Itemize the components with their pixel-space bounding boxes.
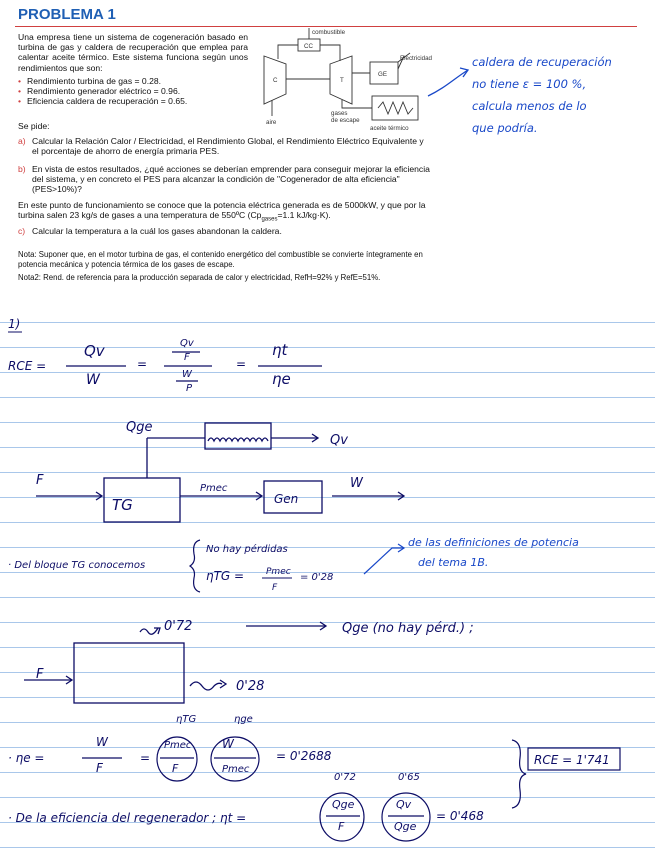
diagram-tg: TG <box>112 496 133 514</box>
label-cc: CC <box>304 43 313 50</box>
se-pide-label: Se pide: <box>18 121 50 131</box>
rce-result: RCE = 1'741 <box>534 753 610 767</box>
regen-qv: Qv <box>396 798 412 811</box>
label-turbine: T <box>340 77 344 84</box>
rce-numerator-qv: Qv <box>84 342 105 360</box>
bullet-item: • Rendimiento generador eléctrico = 0.96. <box>18 86 181 96</box>
diagram-coil <box>208 438 268 441</box>
operating-point-paragraph: En este punto de funcionamiento se conoce que la potencia eléctrica generada es de 5000kW, y que por la turbina salen 23 kg/s de gases a una temperatura de 550ºC ($Cp_{gases}=1.1$ kJ/kg·K). <box>18 200 426 223</box>
margin-note-line-3: calcula menos de lo <box>472 99 587 113</box>
diagram2-072: 0'72 <box>164 619 193 634</box>
problem-intro: Una empresa tiene un sistema de cogeneración basado en turbina de gas y caldera de recuperación que emplea para calentar aceite térmico. Este sistema funciona según unos rendimientos que son: <box>18 32 248 73</box>
regen-qge: Qge <box>332 798 355 811</box>
eta-tg-f: F <box>272 583 278 593</box>
eta-tg-value: = 0'28 <box>300 572 334 583</box>
diagram-f: F <box>36 473 44 488</box>
eta-e-pmec2: Pmec <box>222 764 250 775</box>
diagram2-028: 0'28 <box>236 679 265 694</box>
svg-text:=: = <box>236 357 247 371</box>
rce-denominator-w: W <box>86 372 100 388</box>
problem-title: PROBLEMA 1 <box>18 6 116 23</box>
label-combustible: combustible <box>312 29 346 36</box>
rce-label: RCE = <box>8 359 47 373</box>
definitions-note-2: del tema 1B. <box>418 556 489 569</box>
brace-left <box>190 540 200 592</box>
eta-e-w: W <box>96 735 108 749</box>
no-perdidas-text: No hay pérdidas <box>206 544 288 555</box>
bullet-item: • Eficiencia caldera de recuperación = 0.65. <box>18 96 188 106</box>
eta-e-f2: F <box>172 762 179 775</box>
eta-e-label: · ηe = <box>8 751 45 765</box>
label-de-escape: de escape <box>331 117 360 124</box>
regen-072: 0'72 <box>334 772 356 783</box>
question-a: a) Calcular la Relación Calor / Electricidad, el Rendimiento Global, el Rendimiento Eléctrico Equivalente y el porcentaje de ahorro de energía primaria PES. <box>18 136 424 157</box>
diagram-w: W <box>350 476 363 491</box>
eta-ge-label: ηge <box>234 714 253 725</box>
regen-065: 0'65 <box>398 772 420 783</box>
bullet-item: • Rendimiento turbina de gas = 0.28. <box>18 76 162 86</box>
section-number: 1) <box>8 317 21 331</box>
question-c: c) Calcular la temperatura a la cuál los gases abandonan la caldera. <box>18 226 282 236</box>
bloque-tg-text: · Del bloque TG conocemos <box>8 560 146 571</box>
margin-note-arrow <box>428 70 468 96</box>
eta-e-value: = 0'2688 <box>276 749 332 763</box>
label-aceite-termico: aceite térmico <box>370 125 409 132</box>
rce-w-small: W <box>182 369 192 380</box>
note-2: Nota2: Rend. de referencia para la producción separada de calor y electricidad, RefH=92% y RefE=51%. <box>18 273 381 282</box>
rce-f-small: F <box>184 352 190 363</box>
margin-note-line-2: no tiene ε = 100 %, <box>472 77 587 91</box>
brace-right <box>512 740 526 808</box>
eta-tg-text: ηTG = <box>206 569 245 583</box>
rce-p-small: P <box>186 383 193 394</box>
eta-e-pmec: Pmec <box>164 740 192 751</box>
definitions-note-1: de las definiciones de potencia <box>408 536 579 549</box>
label-aire: aire <box>266 119 277 126</box>
margin-note-line-1: caldera de recuperación <box>472 55 612 69</box>
rce-eta-t: ηt <box>272 341 288 359</box>
diagram2-box <box>74 643 184 703</box>
label-electricidad: Electricidad <box>400 55 432 62</box>
diagram2-f: F <box>36 667 44 682</box>
label-generator: GE <box>378 71 387 78</box>
diagram2-qge: Qge (no hay pérd.) ; <box>342 621 474 636</box>
svg-text:=: = <box>140 751 151 765</box>
eta-tg-label: ηTG <box>176 714 197 725</box>
regen-qge2: Qge <box>394 820 417 833</box>
rce-qv-small: Qv <box>180 338 194 349</box>
eta-e-f: F <box>96 761 103 775</box>
regen-text: · De la eficiencia del regenerador ; ηt = <box>8 811 247 825</box>
eta-tg-pmec: Pmec <box>266 567 291 577</box>
margin-note-line-4: que podría. <box>472 121 538 135</box>
diagram-qge: Qge <box>126 420 153 435</box>
diagram-gen: Gen <box>274 492 299 506</box>
label-gases: gases <box>331 110 348 117</box>
svg-text:=: = <box>137 357 148 371</box>
question-b: b) En vista de estos resultados, ¿qué acciones se deberían emprender para conseguir mejorar la eficiencia del sistema, y en concreto el PES para alcanzar la condición de "Cogenerador de alta eficiencia" (PES>10%)? <box>18 164 430 195</box>
rce-eta-e: ηe <box>272 370 291 388</box>
diagram-pmec: Pmec <box>200 483 228 494</box>
eta-e-w2: W <box>222 737 234 751</box>
note-1: Nota: Suponer que, en el motor turbina de gas, el contenido energético del combustible se convierte íntegramente en potencia mecánica y potencia térmica de los gases de escape. <box>18 250 423 269</box>
regen-f: F <box>338 820 345 833</box>
regen-value: = 0'468 <box>436 809 484 823</box>
label-compressor: C <box>273 77 278 84</box>
diagram-qv: Qv <box>330 433 348 448</box>
diagram-boiler-box <box>205 423 271 449</box>
